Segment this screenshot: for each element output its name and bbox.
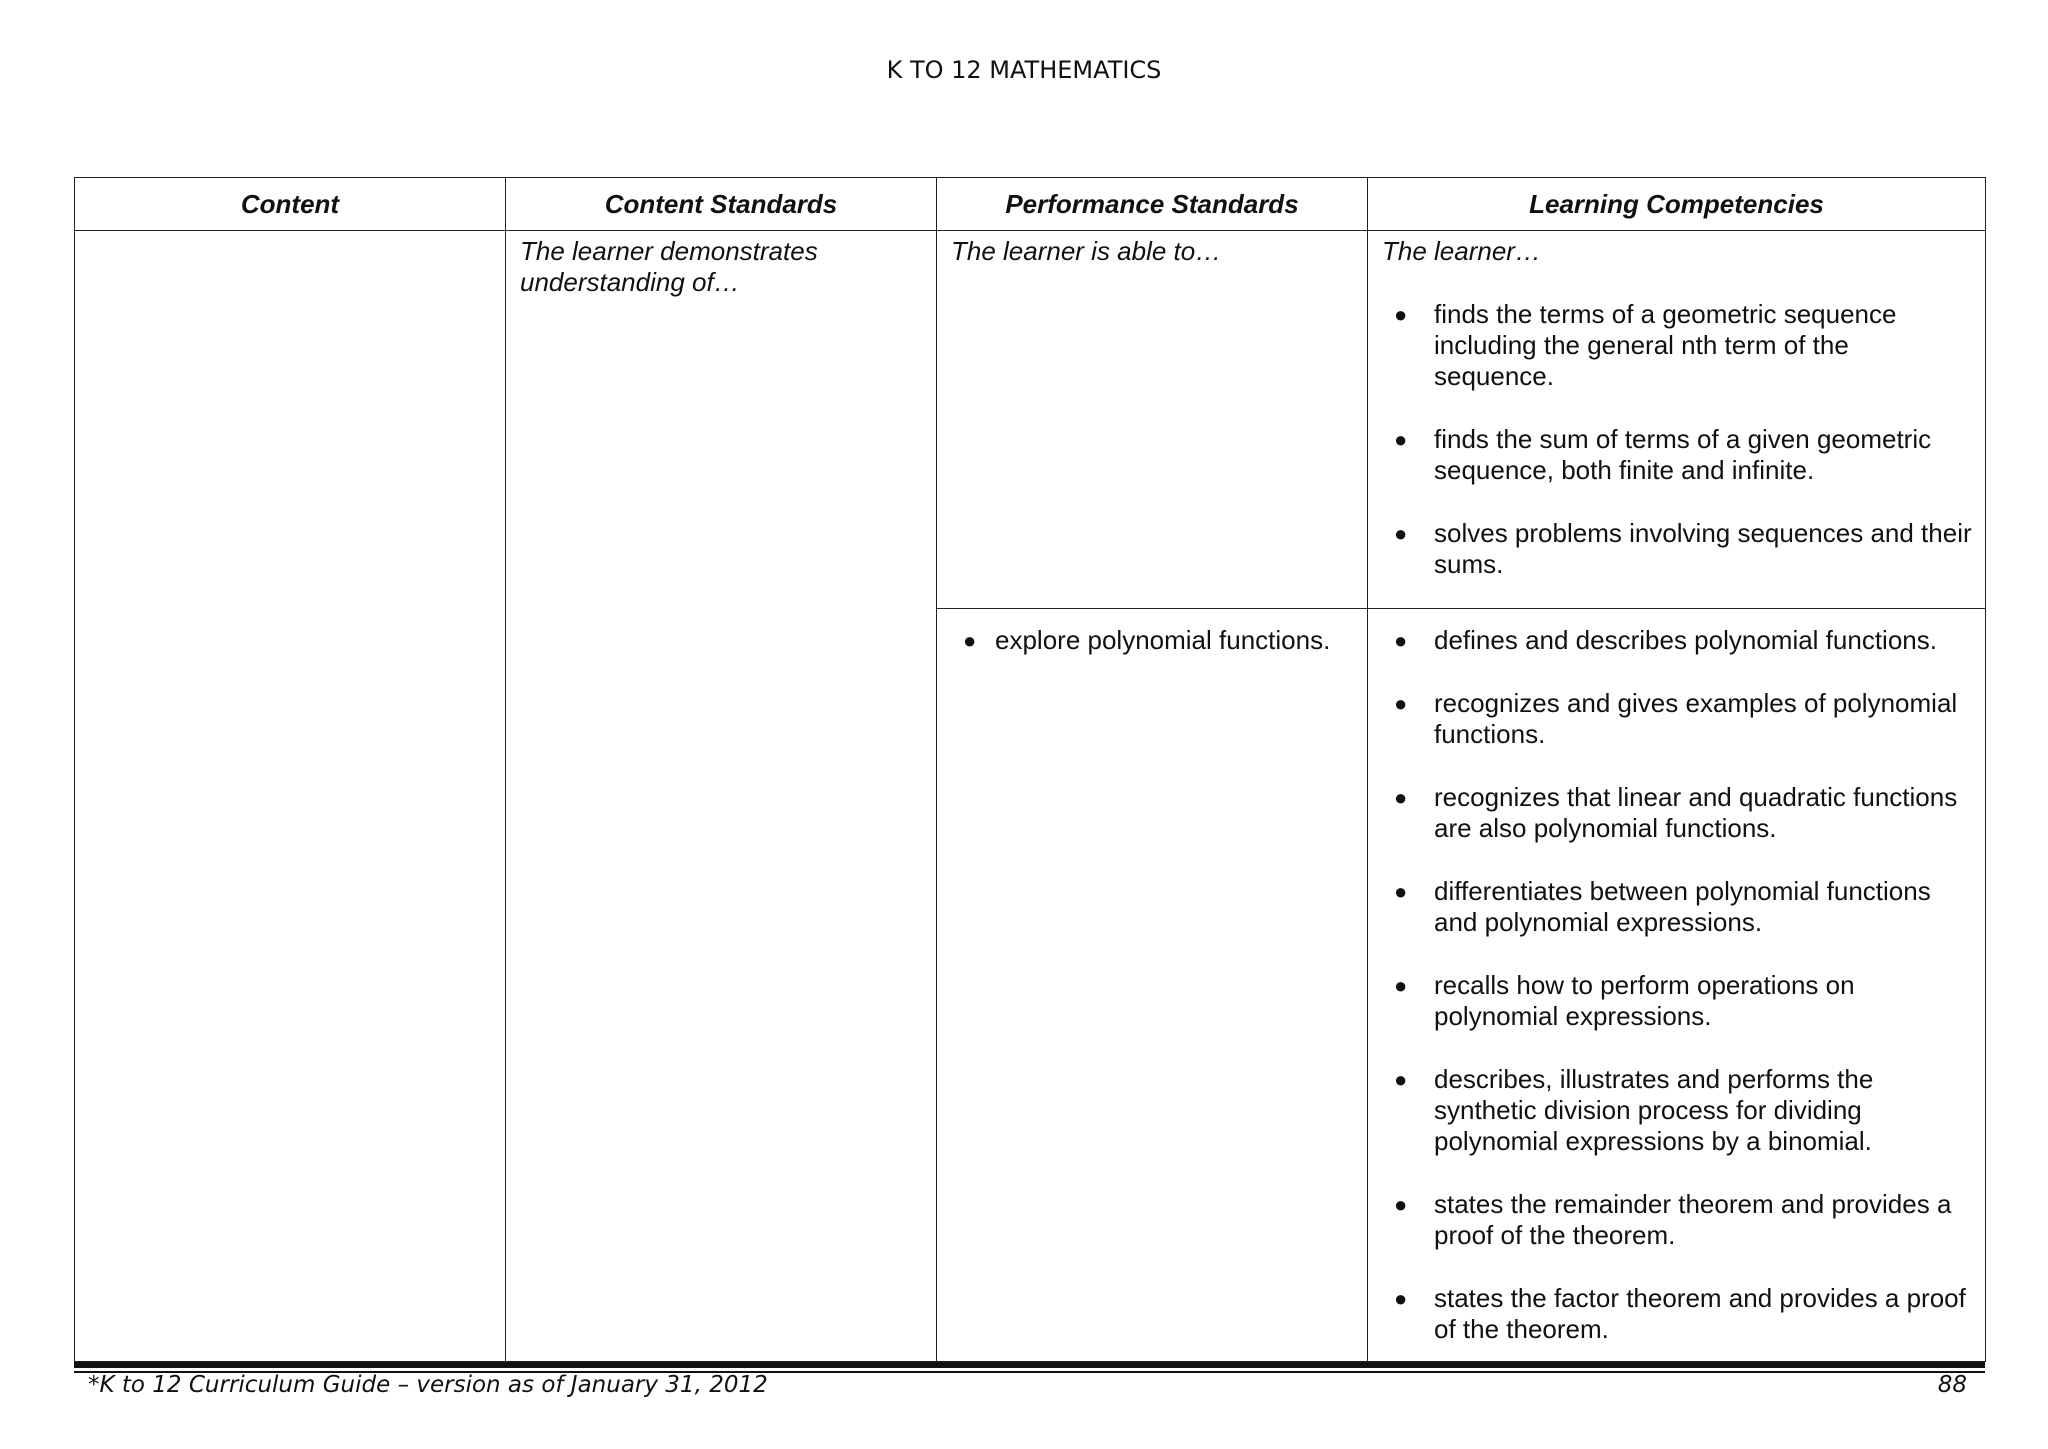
learning-competencies-cell [1368, 231, 1986, 609]
page-number: 88 [1937, 1372, 1967, 1398]
bullet-icon: ● [1394, 1286, 1408, 1311]
bullet-icon: ● [1394, 785, 1408, 810]
content-standards-cell [506, 231, 937, 1362]
bullet-icon: ● [1394, 1192, 1408, 1217]
list-item: ● recognizes that linear and quadratic functions are also polynomial functions. [1394, 782, 1958, 843]
footer-divider-thick [74, 1362, 1985, 1368]
list-item: ● differentiates between polynomial functions and polynomial expressions. [1394, 876, 1931, 937]
column-header-performance-standards: Performance Standards [937, 178, 1368, 231]
footer-note: *K to 12 Curriculum Guide – version as of January 31, 2012 [88, 1372, 768, 1398]
table-row [75, 231, 1986, 609]
list-item: ● recalls how to perform operations on polynomial expressions. [1394, 970, 1855, 1031]
learning-competencies-cell [1368, 609, 1986, 1362]
bullet-icon: ● [1394, 628, 1408, 653]
curriculum-table [74, 177, 1986, 1362]
bullet-icon: ● [963, 628, 977, 653]
list-item: ● finds the terms of a geometric sequence including the general nth term of the sequence. [1394, 299, 1897, 391]
performance-intro: The learner is able to… [951, 236, 1222, 266]
list-item: ● states the remainder theorem and provides a proof of the theorem. [1394, 1189, 1952, 1250]
bullet-icon: ● [1394, 427, 1408, 452]
performance-standards-cell [937, 609, 1368, 1362]
performance-list [937, 609, 1367, 656]
content-cell [75, 231, 506, 1362]
list-item: ● explore polynomial functions. [963, 625, 1331, 655]
list-item: ● recognizes and gives examples of polynomial functions. [1394, 688, 1958, 749]
list-item: ● defines and describes polynomial functions. [1394, 625, 1937, 655]
bullet-icon: ● [1394, 691, 1408, 716]
bullet-icon: ● [1394, 879, 1408, 904]
bullet-icon: ● [1394, 302, 1408, 327]
column-header-learning-competencies: Learning Competencies [1368, 178, 1986, 231]
bullet-icon: ● [1394, 521, 1408, 546]
competency-list [1368, 609, 1985, 1345]
bullet-icon: ● [1394, 1067, 1408, 1092]
table-header-row [75, 178, 1986, 231]
bullet-icon: ● [1394, 973, 1408, 998]
list-item: ● states the factor theorem and provides a proof of the theorem. [1394, 1283, 1966, 1344]
list-item: ● finds the sum of terms of a given geometric sequence, both finite and infinite. [1394, 424, 1932, 485]
column-header-content-standards: Content Standards [506, 178, 937, 231]
page-header-title: K TO 12 MATHEMATICS [886, 56, 1162, 84]
column-header-content: Content [75, 178, 506, 231]
learning-intro: The learner… [1382, 236, 1541, 266]
competency-list [1368, 299, 1985, 580]
content-standards-intro: The learner demonstrates understanding of… [520, 236, 818, 297]
performance-standards-cell [937, 231, 1368, 609]
list-item: ● solves problems involving sequences and their sums. [1394, 518, 1972, 579]
list-item: ● describes, illustrates and performs the synthetic division process for dividing polynomial expressions by a binomial. [1394, 1064, 1874, 1156]
